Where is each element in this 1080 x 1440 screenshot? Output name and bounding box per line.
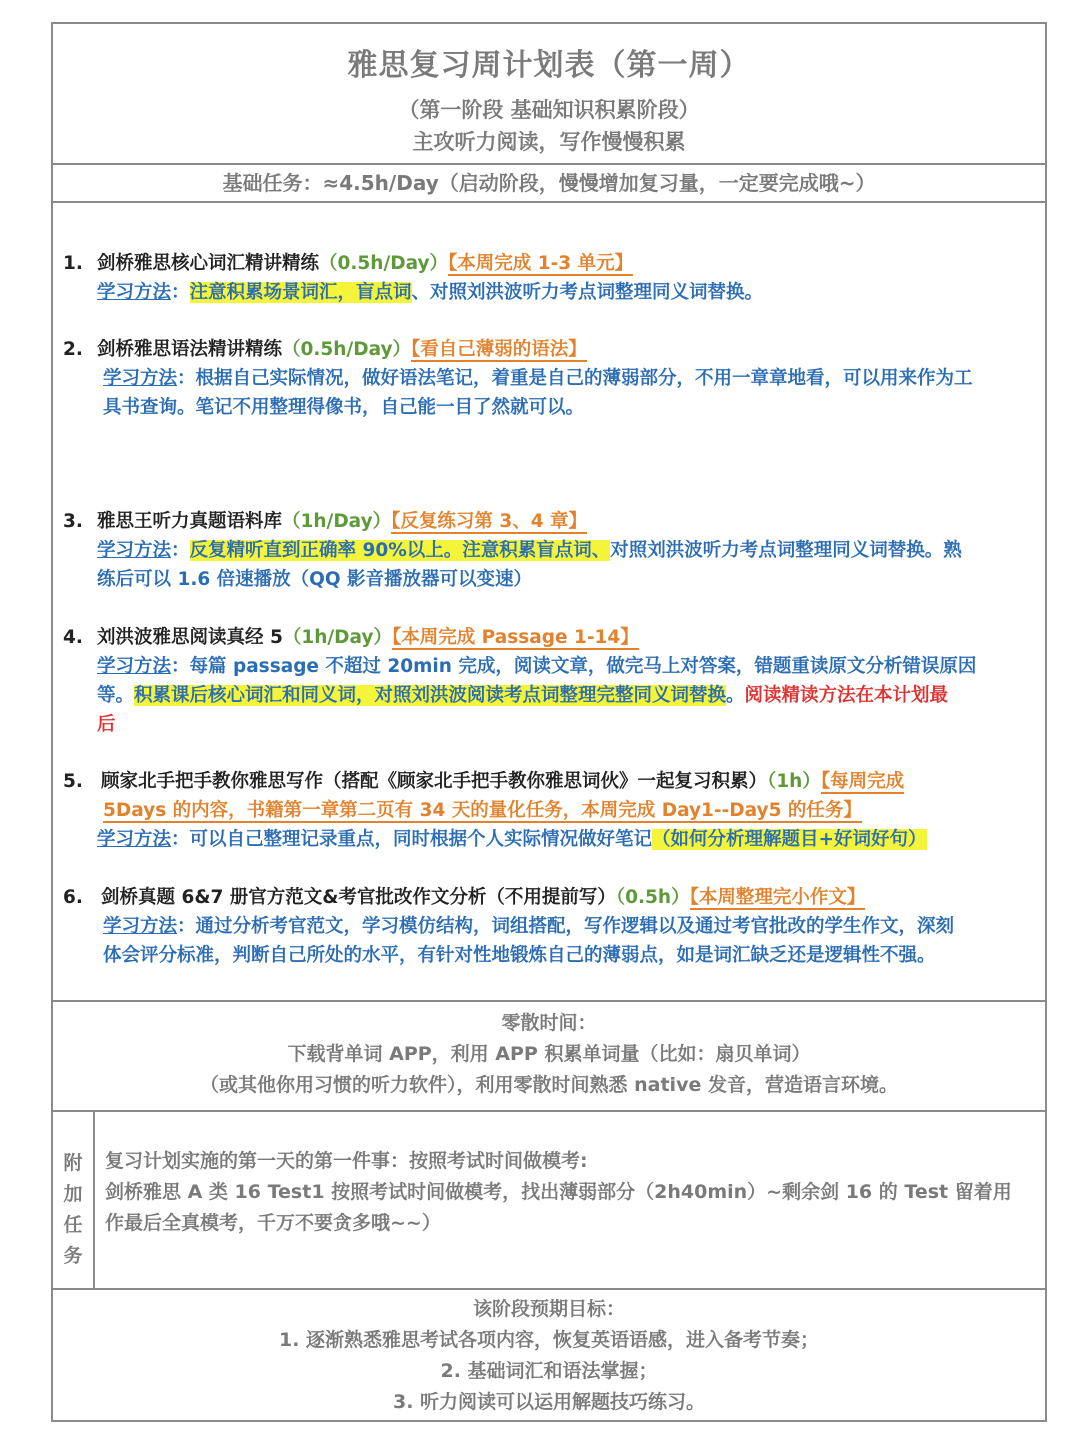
task-time: （1h/Day） — [282, 511, 392, 532]
method-highlight: （如何分析理解题目+好词好句） — [652, 829, 927, 850]
task-number: 6. — [63, 887, 83, 908]
method-text: ：可以自己整理记录重点，同时根据个人实际情况做好笔记 — [171, 829, 653, 850]
base-task: 基础任务：≈4.5h/Day（启动阶段，慢慢增加复习量，一定要完成哦~） — [222, 171, 876, 195]
task-goal: 【本周整理完小作文】 — [689, 887, 866, 908]
method-text: 等。 — [97, 685, 135, 706]
task-name: 顾家北手把手教你雅思写作（搭配《顾家北手把手教你雅思词伙》一起复习积累） — [101, 771, 768, 792]
task-name: 剑桥真题 6&7 册官方范文&考官批改作文分析（不用提前写） — [101, 887, 616, 908]
task-number: 1. — [63, 253, 83, 274]
task-item-6 — [63, 883, 1035, 970]
task-time: （1h/Day） — [282, 627, 392, 648]
task-number: 5. — [63, 771, 83, 792]
task-goal: 【本周完成 1-3 单元】 — [448, 253, 634, 274]
method-text: 体会评分标准，判断自己所处的水平，有针对性地锻炼自己的薄弱点，如是词汇缺乏还是逻辑性不强。 — [103, 945, 936, 966]
scatter-title: 零散时间： — [501, 1012, 597, 1034]
task-name: 剑桥雅思核心词汇精讲精练 — [97, 253, 320, 274]
goal-item: 1. 逐渐熟悉雅思考试各项内容，恢复英语语感，进入备考节奏； — [278, 1329, 820, 1351]
task-time: （0.5h/Day） — [319, 253, 449, 274]
scatter-line: （或其他你用习惯的听力软件），利用零散时间熟悉 native 发音，营造语言环境。 — [200, 1074, 898, 1096]
method-text: ：每篇 passage 不超过 20min 完成，阅读文章，做完马上对答案，错题重读原文分析错误原因 — [171, 656, 977, 677]
task-goal: 【反复练习第 3、4 章】 — [391, 511, 588, 532]
extra-task-text: 复习计划实施的第一天的第一件事：按照考试时间做模考: 剑桥雅思 A 类 16 Test1 按照考试时间做模考，找出薄弱部分（2h40min）~剩余剑 16 的 Test 留着用 作最后全真模考，千万不要贪多哦~~） — [105, 1150, 1012, 1234]
task-goal: 5Days 的内容，书籍第一章第二页有 34 天的量化任务，本周完成 Day1--Day5 的任务】 — [103, 800, 862, 821]
task-item-5 — [63, 767, 1035, 854]
task-item-1: 1. 剑桥雅思核心词汇精讲精练（0.5h/Day）【本周完成 1-3 单元】 学习方法：注意积累场景词汇，盲点词、对照刘洪波听力考点词整理同义词替换。 — [63, 249, 1035, 307]
task-goal: 【本周完成 Passage 1-14】 — [391, 627, 639, 648]
divider — [53, 201, 1045, 203]
task-goal: 【每周完成 — [820, 771, 905, 792]
task-number: 3. — [63, 511, 83, 532]
method-text: 具书查询。笔记不用整理得像书，自己能一目了然就可以。 — [103, 397, 585, 418]
page-title: 雅思复习周计划表（第一周） — [347, 48, 751, 83]
method-label: 学习方法 — [103, 368, 178, 389]
method-text: ：根据自己实际情况，做好语法笔记，着重是自己的薄弱部分，不用一章章地看，可以用来作为工 — [177, 368, 973, 389]
method-highlight: 注意积累场景词汇，盲点词 — [189, 282, 412, 303]
method-highlight: 反复精听直到正确率 90%以上。注意积累盲点词、 — [189, 540, 611, 561]
task-number: 4. — [63, 627, 83, 648]
method-text: ：通过分析考官范文，学习模仿结构，词组搭配，写作逻辑以及通过考官批改的学生作文，深刻 — [177, 916, 955, 937]
method-label: 学习方法 — [97, 829, 172, 850]
stage-subtitle: （第一阶段 基础知识积累阶段） — [398, 98, 700, 122]
task-time: （0.5h/Day） — [282, 339, 412, 360]
goal-item: 2. 基础词汇和语法掌握； — [440, 1360, 658, 1382]
method-highlight: 积累课后核心词汇和同义词，对照刘洪波阅读考点词整理完整同义词替换 — [134, 685, 727, 706]
method-label: 学习方法 — [97, 540, 172, 561]
task-list — [53, 204, 1045, 1000]
method-text: 对照刘洪波听力考点词整理同义词替换。熟 — [610, 540, 962, 561]
stage-goals-section — [53, 1290, 1045, 1422]
method-label: 学习方法 — [97, 282, 172, 303]
plan-table — [51, 22, 1047, 1422]
goal-item: 3. 听力阅读可以运用解题技巧练习。 — [392, 1391, 706, 1413]
task-time: （1h） — [767, 771, 821, 792]
method-text: 练后可以 1.6 倍速播放（QQ 影音播放器可以变速） — [97, 569, 533, 590]
title-block — [53, 24, 1045, 164]
method-label: 学习方法 — [97, 656, 172, 677]
method-text: 、对照刘洪波听力考点词整理同义词替换。 — [411, 282, 764, 303]
task-name: 刘洪波雅思阅读真经 5 — [97, 627, 283, 648]
goals-title: 该阶段预期目标： — [472, 1298, 625, 1320]
task-item-3: 3. 雅思王听力真题语料库（1h/Day）【反复练习第 3、4 章】 学习方法：反复精听直到正确率 90%以上。注意积累盲点词、对照刘洪波听力考点词整理同义词替换。熟 练后可以 1.6 倍速播放（QQ 影音播放器可以变速） — [63, 507, 1035, 594]
focus-subtitle: 主攻听力阅读，写作慢慢积累 — [412, 130, 686, 154]
task-item-4: 4. 刘洪波雅思阅读真经 5（1h/Day）【本周完成 Passage 1-14】 学习方法：每篇 passage 不超过 20min 完成，阅读文章，做完马上对答案，错题重读原文分析错误原因 等。积累课后核心词汇和同义词，对照刘洪波阅读考点词整理完整同义词替换。阅读精读方法在本计划最 后 — [63, 623, 1035, 739]
task-goal: 【看自己薄弱的语法】 — [411, 339, 587, 360]
method-label: 学习方法 — [103, 916, 178, 937]
extra-task-label: 附 加 任 务 — [53, 1112, 95, 1288]
task-name: 剑桥雅思语法精讲精练 — [97, 339, 283, 360]
method-note: 后 — [97, 714, 116, 735]
scatter-time-section — [53, 1002, 1045, 1110]
task-time: （0.5h） — [615, 887, 690, 908]
extra-task-section — [53, 1112, 1045, 1288]
task-item-2 — [63, 335, 1035, 422]
task-name: 雅思王听力真题语料库 — [97, 511, 283, 532]
scatter-line: 下载背单词 APP，利用 APP 积累单词量（比如：扇贝单词） — [287, 1043, 811, 1065]
method-note: 阅读精读方法在本计划最 — [744, 685, 949, 706]
task-number: 2. — [63, 339, 83, 360]
